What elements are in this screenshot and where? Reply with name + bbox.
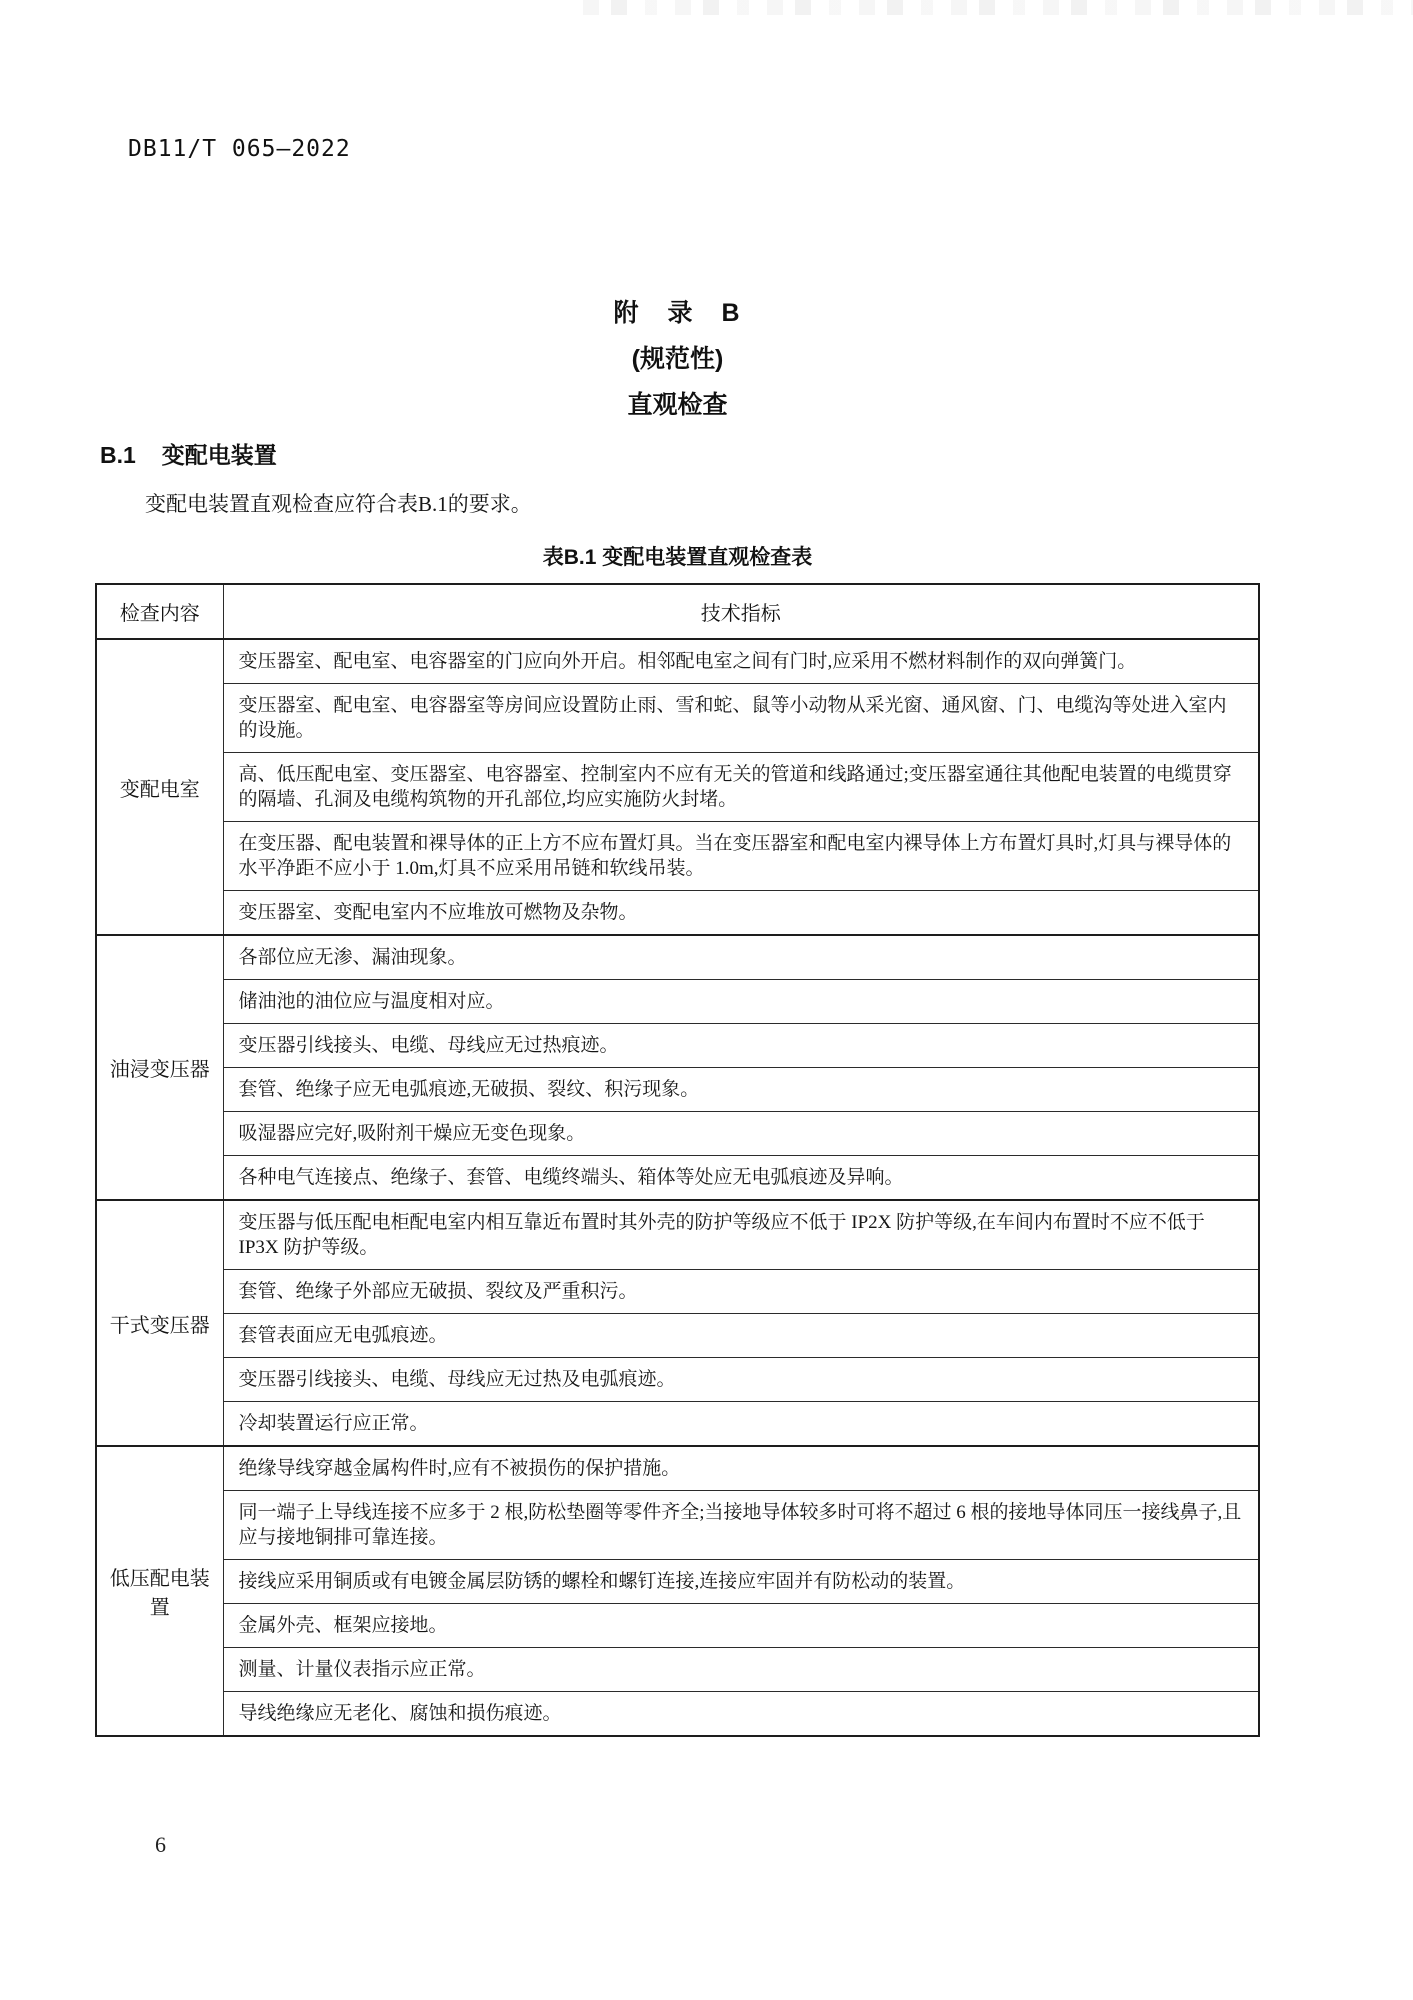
indicator-cell: 变压器引线接头、电缆、母线应无过热及电弧痕迹。 <box>223 1358 1259 1402</box>
table-row <box>96 1314 1259 1358</box>
indicator-cell: 套管表面应无电弧痕迹。 <box>223 1314 1259 1358</box>
table-row <box>96 684 1259 753</box>
indicator-cell: 导线绝缘应无老化、腐蚀和损伤痕迹。 <box>223 1692 1259 1737</box>
col-header-inspection-content: 检查内容 <box>96 584 223 639</box>
table-row <box>96 1024 1259 1068</box>
indicator-cell: 变压器室、配电室、电容器室的门应向外开启。相邻配电室之间有门时,应采用不燃材料制作的双向弹簧门。 <box>223 639 1259 684</box>
table-row <box>96 935 1259 980</box>
category-cell: 低压配电装置 <box>96 1446 223 1736</box>
intro-paragraph: 变配电装置直观检查应符合表B.1的要求。 <box>145 492 532 516</box>
appendix-title-line1: 附 录 B <box>613 299 742 327</box>
table-row <box>96 1156 1259 1201</box>
section-number: B.1 <box>100 442 136 468</box>
document-code: DB11/T 065—2022 <box>128 136 351 162</box>
appendix-title-line3: 直观检查 <box>627 391 728 419</box>
indicator-cell: 在变压器、配电装置和裸导体的正上方不应布置灯具。当在变压器室和配电室内裸导体上方布置灯具时,灯具与裸导体的水平净距不应小于 1.0m,灯具不应采用吊链和软线吊装。 <box>223 822 1259 891</box>
indicator-cell: 接线应采用铜质或有电镀金属层防锈的螺栓和螺钉连接,连接应牢固并有防松动的装置。 <box>223 1560 1259 1604</box>
table-header-row <box>96 584 1259 639</box>
appendix-title <box>95 290 1260 428</box>
table-row <box>96 1068 1259 1112</box>
indicator-cell: 变压器与低压配电柜配电室内相互靠近布置时其外壳的防护等级应不低于 IP2X 防护等级,在车间内布置时不应不低于 IP3X 防护等级。 <box>223 1200 1259 1270</box>
table-row <box>96 1648 1259 1692</box>
section-title: 变配电装置 <box>161 442 277 468</box>
appendix-title-line2: (规范性) <box>631 345 724 373</box>
table-row <box>96 1692 1259 1737</box>
category-cell: 变配电室 <box>96 639 223 935</box>
indicator-cell: 变压器室、配电室、电容器室等房间应设置防止雨、雪和蛇、鼠等小动物从采光窗、通风窗、门、电缆沟等处进入室内的设施。 <box>223 684 1259 753</box>
table-row <box>96 1200 1259 1270</box>
indicator-cell: 吸湿器应完好,吸附剂干燥应无变色现象。 <box>223 1112 1259 1156</box>
section-heading <box>100 437 277 470</box>
inspection-table <box>95 583 1260 1737</box>
col-header-technical-indicator: 技术指标 <box>223 584 1259 639</box>
table-row <box>96 1491 1259 1560</box>
indicator-cell: 变压器室、变配电室内不应堆放可燃物及杂物。 <box>223 891 1259 936</box>
table-row <box>96 891 1259 936</box>
table-caption: 表B.1 变配电装置直观检查表 <box>542 546 813 569</box>
table-row <box>96 1604 1259 1648</box>
category-cell: 油浸变压器 <box>96 935 223 1200</box>
table-row <box>96 753 1259 822</box>
category-cell: 干式变压器 <box>96 1200 223 1446</box>
inspection-table-wrapper <box>95 583 1260 1737</box>
indicator-cell: 同一端子上导线连接不应多于 2 根,防松垫圈等零件齐全;当接地导体较多时可将不超过 6 根的接地导体同压一接线鼻子,且应与接地铜排可靠连接。 <box>223 1491 1259 1560</box>
indicator-cell: 高、低压配电室、变压器室、电容器室、控制室内不应有无关的管道和线路通过;变压器室通往其他配电装置的电缆贯穿的隔墙、孔洞及电缆构筑物的开孔部位,均应实施防火封堵。 <box>223 753 1259 822</box>
indicator-cell: 变压器引线接头、电缆、母线应无过热痕迹。 <box>223 1024 1259 1068</box>
table-row <box>96 1402 1259 1447</box>
table-row <box>96 822 1259 891</box>
indicator-cell: 储油池的油位应与温度相对应。 <box>223 980 1259 1024</box>
indicator-cell: 套管、绝缘子外部应无破损、裂纹及严重积污。 <box>223 1270 1259 1314</box>
table-row <box>96 1560 1259 1604</box>
indicator-cell: 各部位应无渗、漏油现象。 <box>223 935 1259 980</box>
indicator-cell: 各种电气连接点、绝缘子、套管、电缆终端头、箱体等处应无电弧痕迹及异响。 <box>223 1156 1259 1201</box>
table-row <box>96 980 1259 1024</box>
indicator-cell: 测量、计量仪表指示应正常。 <box>223 1648 1259 1692</box>
table-body <box>96 639 1259 1736</box>
indicator-cell: 套管、绝缘子应无电弧痕迹,无破损、裂纹、积污现象。 <box>223 1068 1259 1112</box>
table-row <box>96 639 1259 684</box>
table-row <box>96 1358 1259 1402</box>
indicator-cell: 金属外壳、框架应接地。 <box>223 1604 1259 1648</box>
scan-artifact-strip <box>583 0 1413 15</box>
page-number: 6 <box>155 1832 166 1857</box>
table-row <box>96 1112 1259 1156</box>
indicator-cell: 绝缘导线穿越金属构件时,应有不被损伤的保护措施。 <box>223 1446 1259 1491</box>
table-row <box>96 1446 1259 1491</box>
indicator-cell: 冷却装置运行应正常。 <box>223 1402 1259 1447</box>
table-row <box>96 1270 1259 1314</box>
